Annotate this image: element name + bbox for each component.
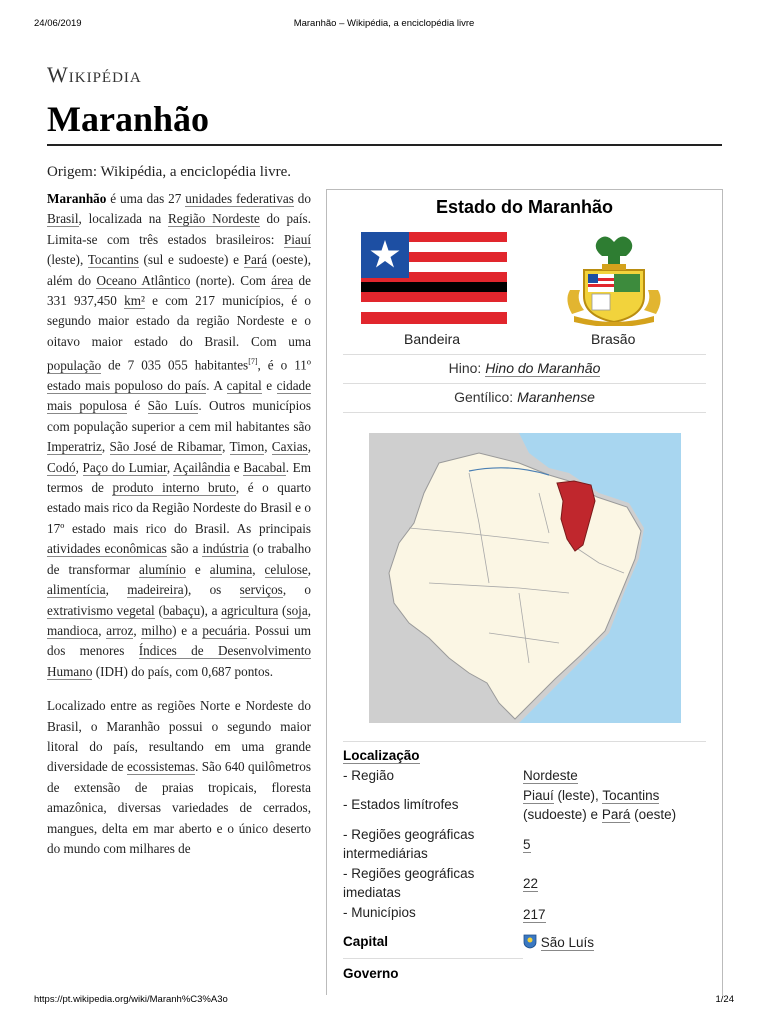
divider	[343, 354, 706, 355]
flag-image[interactable]	[361, 232, 507, 324]
origin-note: Origem: Wikipédia, a enciclopédia livre.	[47, 164, 292, 180]
para-link[interactable]: Pará	[601, 807, 631, 822]
gentilic-row	[327, 389, 722, 405]
municipios-label: - Municípios	[343, 905, 416, 920]
regiao-label: - Região	[343, 768, 395, 783]
page-title: Maranhão	[47, 99, 209, 139]
divider	[343, 412, 706, 413]
municipios-value: 217	[523, 907, 546, 922]
gentilic-label: Gentílico:	[454, 389, 514, 405]
regioes-imediatas-value: 22	[523, 876, 539, 891]
coat-of-arms-label: Brasão	[591, 331, 636, 347]
estados-value: Piauí (leste), Tocantins (sudoeste) e Pará (oeste)	[523, 788, 677, 822]
estados-label: - Estados limítrofes	[343, 797, 459, 812]
anthem-row	[327, 360, 722, 376]
print-doc-title: Maranhão – Wikipédia, a enciclopédia livre	[293, 18, 475, 29]
gentilic-value: Maranhense	[517, 389, 595, 405]
regioes-imediatas-label: - Regiões geográficas imediatas	[343, 866, 475, 900]
location-map[interactable]	[369, 433, 681, 723]
divider	[343, 958, 523, 959]
print-page-number: 1/24	[715, 994, 734, 1005]
section-localizacao: Localização	[343, 748, 420, 763]
divider	[343, 741, 706, 742]
tocantins-link[interactable]: Tocantins	[602, 788, 660, 803]
flag-label: Bandeira	[404, 331, 461, 347]
piaui-link[interactable]: Piauí	[523, 788, 554, 803]
regiao-value	[523, 766, 578, 785]
anthem-link[interactable]: Hino do Maranhão	[485, 360, 601, 376]
divider	[343, 383, 706, 384]
governo-label: Governo	[343, 966, 399, 981]
capital-link[interactable]: São Luís	[540, 935, 595, 950]
paragraph-2: Localizado entre as regiões Norte e Nordeste do Brasil, o Maranhão possui o segundo maior litoral do país, resultando em uma grande diversidade de ecossistemas. São 640 quilômetros de extensão de praias tropicais, floresta amazônica, diversas variedades de cerrados, mangues, delta em mar aberto e o único deserto do mundo com milhares de	[47, 698, 311, 856]
regiao-link[interactable]: Nordeste	[523, 768, 578, 783]
paragraph-1: Maranhão é uma das 27 unidades federativas do Brasil, localizada na Região Nordeste do país. Limita-se com três estados brasileiros: Piauí (leste), Tocantins (sul e sudoeste) e Pará (oeste), além do Oceano Atlântico (norte). Com área de 331 937,450 km² e com 217 municípios, é o segundo maior estado da região Nordeste e o oitavo maior estado do Brasil. Com uma população de 7 035 055 habitantes[7], é o 11º estado mais populoso do país. A capital e cidade mais populosa é São Luís. Outros municípios com população superior a cem mil habitantes são Imperatriz, São José de Ribamar, Timon, Caxias, Codó, Paço do Lumiar, Açailândia e Bacabal. Em termos de produto interno bruto, é o quarto estado mais rico da Região Nordeste do Brasil e o 17º estado mais rico do Brasil. As principais atividades econômicas são a indústria (o trabalho de transformar alumínio e alumina, celulose, alimentícia, madeireira), os serviços, o extrativismo vegetal (babaçu), a agricultura (soja, mandioca, arroz, milho) e a pecuária. Possui um dos menores Índices de Desenvolvimento Humano (IDH) do país, com 0,687 pontos.	[47, 191, 312, 679]
coat-of-arms-image[interactable]	[562, 230, 666, 326]
print-url: https://pt.wikipedia.org/wiki/Maranh%C3%A3o	[34, 994, 228, 1005]
title-divider	[47, 144, 722, 146]
article-body	[47, 189, 311, 873]
print-date: 24/06/2019	[34, 18, 82, 29]
wikipedia-wordmark[interactable]: Wikipédia	[47, 62, 142, 87]
regioes-intermediarias-value: 5	[523, 837, 531, 852]
municipality-coat-icon	[523, 933, 537, 949]
anthem-label: Hino:	[448, 360, 482, 376]
infobox-caption: Estado do Maranhão	[435, 197, 614, 217]
infobox	[326, 189, 723, 995]
capital-label: Capital	[343, 934, 389, 949]
capital-value	[523, 933, 594, 952]
regioes-intermediarias-label: - Regiões geográficas intermediárias	[343, 827, 475, 861]
